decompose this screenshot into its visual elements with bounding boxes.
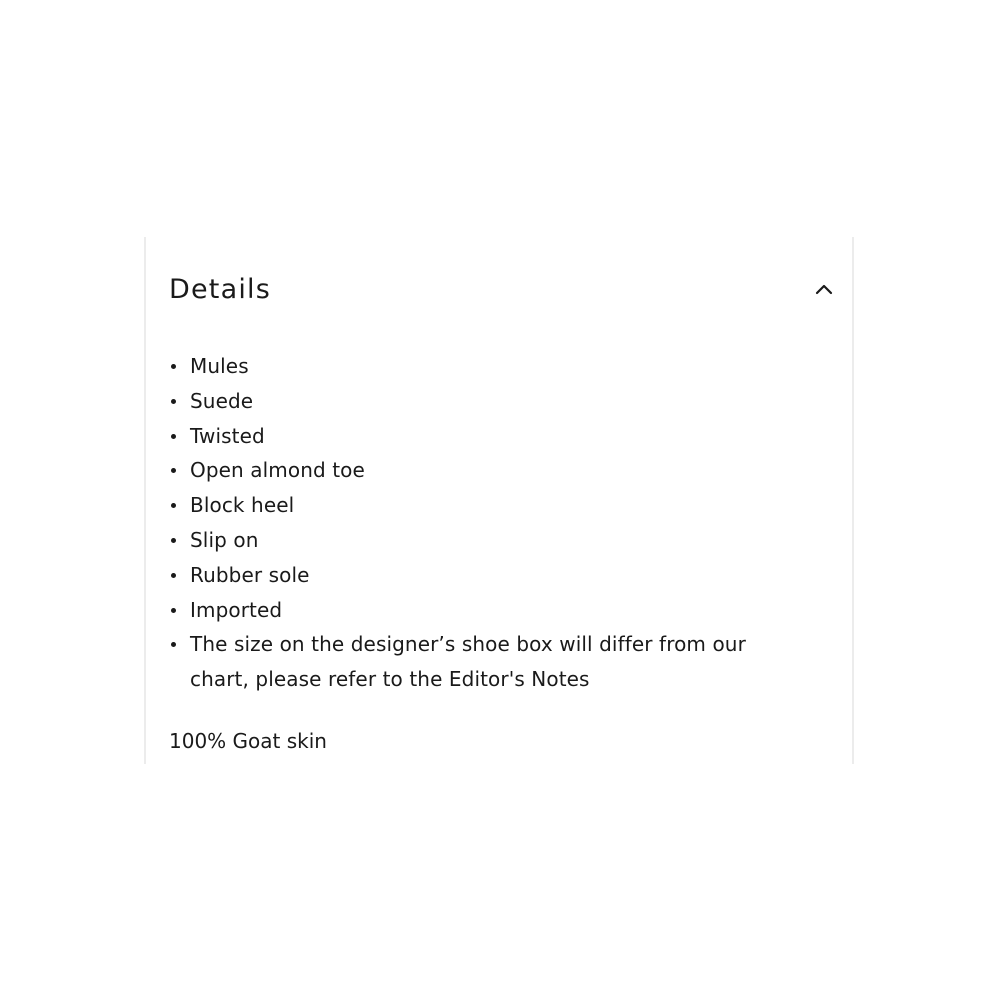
details-list bbox=[169, 349, 789, 697]
list-item: Suede bbox=[169, 384, 789, 419]
bullet bbox=[171, 573, 176, 578]
list-item: Imported bbox=[169, 593, 789, 628]
material-composition: 100% Goat skin bbox=[169, 729, 327, 753]
list-item: Block heel bbox=[169, 488, 789, 523]
list-item: Slip on bbox=[169, 523, 789, 558]
bullet bbox=[171, 434, 176, 439]
bullet bbox=[171, 399, 176, 404]
details-title: Details bbox=[169, 273, 272, 305]
details-accordion bbox=[144, 237, 854, 764]
list-item: Rubber sole bbox=[169, 558, 789, 593]
bullet bbox=[171, 608, 176, 613]
bullet bbox=[171, 364, 176, 369]
bullet bbox=[171, 538, 176, 543]
list-item: Twisted bbox=[169, 419, 789, 454]
details-accordion-header[interactable] bbox=[169, 271, 835, 307]
chevron-up-icon[interactable] bbox=[813, 278, 835, 300]
list-item: The size on the designer’s shoe box will differ from our chart, please refer to the Editor's Notes bbox=[169, 627, 789, 697]
list-item: Mules bbox=[169, 349, 789, 384]
bullet bbox=[171, 503, 176, 508]
list-item: Open almond toe bbox=[169, 453, 789, 488]
bullet bbox=[171, 468, 176, 473]
bullet bbox=[171, 642, 176, 647]
